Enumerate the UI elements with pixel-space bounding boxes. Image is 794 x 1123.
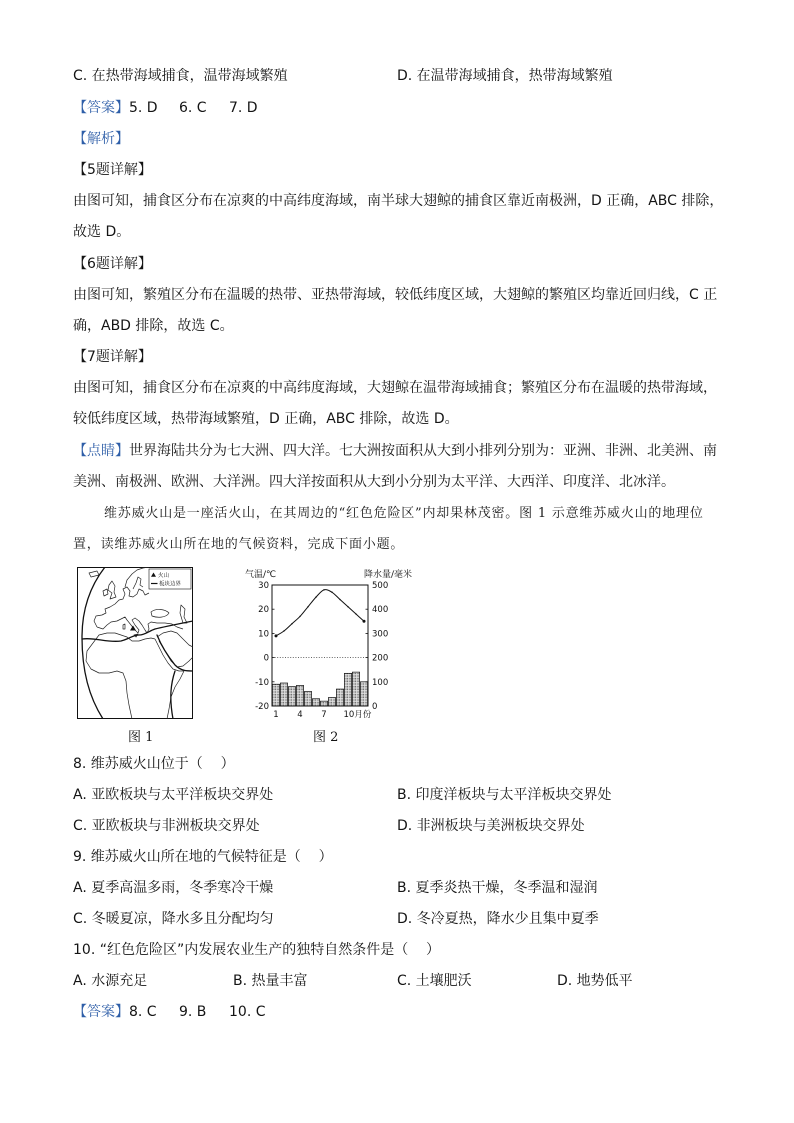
figure-2-climate-chart	[240, 566, 416, 724]
month-tick-label: 1	[273, 710, 279, 720]
precipitation-bar	[304, 691, 311, 706]
temperature-point	[291, 623, 292, 624]
detail-7-line: 由图可知，捕食区分布在凉爽的中高纬度海域，大翅鲸在温带海域捕食；繁殖区分布在温暖的热带海域，	[73, 380, 717, 396]
question-9-stem: 9. 维苏威火山所在地的气候特征是（ ）	[73, 849, 333, 865]
answer-item: 10. C	[229, 1004, 266, 1020]
map-frame	[78, 568, 193, 719]
precipitation-bar	[344, 673, 351, 706]
precipitation-bar	[272, 684, 279, 706]
prev-question-option-c: C. 在热带海域捕食，温带海域繁殖	[73, 68, 288, 84]
passage-line: 置，读维苏威火山所在地的气候资料，完成下面小题。	[73, 537, 405, 552]
temperature-tick-label: 20	[258, 605, 269, 616]
precipitation-tick-label: 0	[372, 702, 378, 712]
passage-line: 维苏威火山是一座活火山，在其周边的“红色危险区”内却果林茂密。图 1 示意维苏威火山的地理位	[104, 506, 704, 521]
legend-label-plate-boundary: 板块边界	[159, 581, 182, 588]
precipitation-bar	[280, 683, 287, 706]
detail-6-line: 确，ABD 排除，故选 C。	[73, 318, 234, 334]
question-9-option-a: A. 夏季高温多雨，冬季寒冷干燥	[73, 880, 274, 896]
answer-item: 8. C	[129, 1004, 157, 1020]
temperature-point	[283, 630, 284, 631]
precipitation-bar	[336, 689, 343, 706]
answer-row-8-10	[73, 1002, 279, 1022]
legend-label-volcano: 火山	[158, 573, 170, 579]
answer-item: 7. D	[229, 100, 258, 116]
detail-7-title: 【7题详解】	[73, 349, 152, 365]
detail-7-line: 较低纬度区域，热带海域繁殖，D 正确，ABC 排除，故选 D。	[73, 411, 459, 427]
figure-1-caption: 图 1	[128, 730, 154, 745]
question-10-stem: 10. “红色危险区”内发展农业生产的独特自然条件是（ ）	[73, 942, 441, 958]
precipitation-tick-label: 500	[372, 581, 389, 591]
temperature-point	[363, 620, 366, 623]
question-8-option-c: C. 亚欧板块与非洲板块交界处	[73, 818, 260, 834]
precipitation-bar	[360, 682, 367, 706]
question-8-stem: 8. 维苏威火山位于（ ）	[73, 756, 235, 772]
question-8-option-b: B. 印度洋板块与太平洋板块交界处	[397, 787, 612, 803]
highlight-line	[73, 441, 717, 461]
question-10-option-d: D. 地势低平	[557, 973, 633, 989]
temperature-point	[355, 613, 356, 614]
question-9-option-b: B. 夏季炎热干燥，冬季温和湿润	[397, 880, 598, 896]
analysis-tag: 【解析】	[73, 131, 129, 147]
temperature-point	[299, 616, 300, 617]
precipitation-bar	[352, 672, 359, 706]
month-tick-label: 4	[297, 710, 303, 720]
question-10-option-b: B. 热量丰富	[233, 973, 308, 989]
temperature-point	[347, 606, 348, 607]
temperature-axis-title: 气温/℃	[245, 570, 277, 580]
precipitation-tick-label: 400	[372, 605, 389, 616]
temperature-point	[307, 606, 308, 607]
precipitation-bar	[296, 685, 303, 706]
detail-5-title: 【5题详解】	[73, 162, 152, 178]
map-legend	[149, 569, 191, 589]
figure-2-caption: 图 2	[313, 730, 339, 745]
temperature-point	[275, 634, 278, 637]
temperature-point	[339, 599, 340, 600]
temperature-tick-label: -10	[255, 677, 269, 688]
precipitation-tick-label: 100	[372, 677, 389, 688]
question-9-option-d: D. 冬冷夏热，降水少且集中夏季	[397, 911, 599, 927]
temperature-tick-label: 30	[258, 581, 269, 591]
question-9-option-c: C. 冬暖夏凉，降水多且分配均匀	[73, 911, 274, 927]
precipitation-axis-title: 降水量/毫米	[363, 570, 412, 580]
temperature-point	[331, 592, 332, 593]
answer-tag: 【答案】	[73, 1004, 129, 1020]
answer-item: 5. D	[129, 100, 158, 116]
highlight-line: 美洲、南极洲、欧洲、大洋洲。四大洋按面积从大到小分别为太平洋、大西洋、印度洋、北冰洋。	[73, 474, 675, 490]
figure-1-map	[77, 567, 193, 719]
detail-5-line: 由图可知，捕食区分布在凉爽的中高纬度海域，南半球大翅鲸的捕食区靠近南极洲，D 正确，ABC 排除，	[73, 193, 724, 209]
answer-item: 6. C	[179, 100, 207, 116]
precipitation-bar	[328, 698, 335, 706]
question-10-option-a: A. 水源充足	[73, 973, 148, 989]
prev-question-option-d: D. 在温带海域捕食，热带海域繁殖	[397, 68, 613, 84]
answer-item: 9. B	[179, 1004, 207, 1020]
answer-row-5-7	[73, 98, 279, 118]
detail-6-title: 【6题详解】	[73, 256, 152, 272]
precipitation-tick-label: 200	[372, 653, 389, 664]
highlight-tag: 【点睛】	[73, 443, 129, 459]
temperature-tick-label: 0	[263, 653, 269, 664]
precipitation-tick-label: 300	[372, 629, 389, 640]
question-8-option-a: A. 亚欧板块与太平洋板块交界处	[73, 787, 274, 803]
month-tick-label: 7	[321, 710, 327, 720]
month-tick-label: 10月份	[343, 710, 372, 720]
temperature-tick-label: 10	[258, 629, 269, 640]
detail-6-line: 由图可知，繁殖区分布在温暖的热带、亚热带海域，较低纬度区域，大翅鲸的繁殖区均靠近回归线，C 正	[73, 287, 718, 303]
highlight-text: 世界海陆共分为七大洲、四大洋。七大洲按面积从大到小排列分别为：亚洲、非洲、北美洲、南	[129, 443, 717, 459]
temperature-point	[315, 596, 316, 597]
precipitation-bar	[312, 699, 319, 706]
question-8-option-d: D. 非洲板块与美洲板块交界处	[397, 818, 585, 834]
answer-tag: 【答案】	[73, 100, 129, 116]
precipitation-bar	[288, 687, 295, 706]
detail-5-line: 故选 D。	[73, 224, 131, 240]
temperature-curve	[276, 590, 364, 636]
chart-plot-area	[255, 581, 388, 720]
precipitation-bar	[320, 701, 327, 706]
temperature-point	[323, 589, 324, 590]
temperature-tick-label: -20	[255, 702, 269, 712]
question-10-option-c: C. 土壤肥沃	[397, 973, 472, 989]
